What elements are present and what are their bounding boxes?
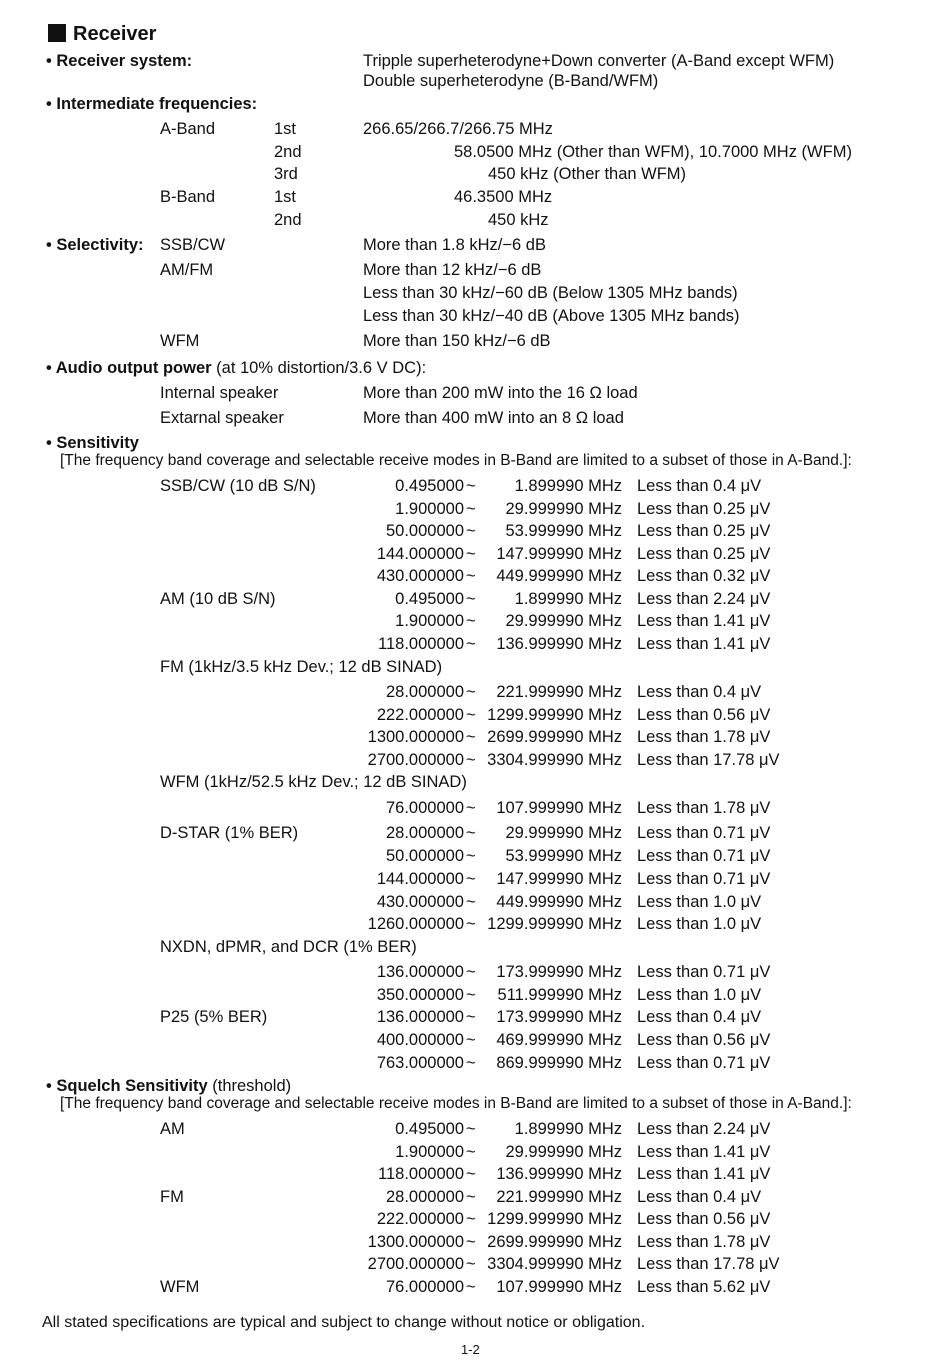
audio-output-label	[46, 360, 426, 377]
sensitivity-range-end: 511.999990 MHz	[497, 986, 622, 1004]
sensitivity-range-separator: ~	[466, 612, 476, 630]
squelch-range-separator: ~	[466, 1188, 476, 1206]
sensitivity-range-end: 1.899990 MHz	[514, 590, 622, 608]
if-band-label: B-Band	[160, 188, 216, 206]
if-stage-label: 1st	[274, 120, 297, 138]
selectivity-value: Less than 30 kHz/−40 dB (Above 1305 MHz bands)	[363, 307, 740, 325]
squelch-note: [The frequency band coverage and selectable receive modes in B-Band are limited to a subset of those in A-Band.]:	[60, 1095, 852, 1112]
squelch-label	[46, 1078, 291, 1095]
sensitivity-range-separator: ~	[466, 824, 476, 842]
sensitivity-range-start: 50.000000	[386, 522, 464, 540]
squelch-range-start: 222.000000	[376, 1210, 464, 1228]
squelch-range-start: 1300.000000	[367, 1233, 464, 1251]
intermediate-frequencies-label: • Intermediate frequencies:	[46, 95, 258, 113]
selectivity-value: More than 12 kHz/−6 dB	[363, 261, 542, 279]
if-value: 58.0500 MHz (Other than WFM), 10.7000 MHz (WFM)	[454, 143, 852, 161]
sensitivity-range-separator: ~	[466, 590, 476, 608]
selectivity-mode: AM/FM	[160, 261, 214, 279]
squelch-value: Less than 0.56 μV	[637, 1210, 771, 1228]
sensitivity-range-separator: ~	[466, 635, 476, 653]
sensitivity-range-start: 1300.000000	[367, 728, 464, 746]
sensitivity-value: Less than 0.25 μV	[637, 500, 771, 518]
selectivity-value: Less than 30 kHz/−60 dB (Below 1305 MHz bands)	[363, 284, 738, 302]
audio-output-value: More than 400 mW into an 8 Ω load	[363, 409, 624, 427]
if-value: 46.3500 MHz	[454, 188, 553, 206]
sensitivity-range-start: 1.900000	[395, 500, 464, 518]
sensitivity-range-end: 107.999990 MHz	[496, 799, 622, 817]
squelch-range-end: 1.899990 MHz	[514, 1120, 622, 1138]
sensitivity-mode-heading: FM (1kHz/3.5 kHz Dev.; 12 dB SINAD)	[160, 658, 443, 676]
squelch-range-start: 28.000000	[386, 1188, 464, 1206]
squelch-value: Less than 2.24 μV	[637, 1120, 771, 1138]
sensitivity-range-end: 869.999990 MHz	[496, 1054, 622, 1072]
sensitivity-range-separator: ~	[466, 706, 476, 724]
if-stage-label: 1st	[274, 188, 297, 206]
sensitivity-value: Less than 0.32 μV	[637, 567, 771, 585]
receiver-system-label: • Receiver system:	[46, 52, 193, 70]
sensitivity-range-end: 1299.999990 MHz	[487, 915, 622, 933]
squelch-mode: AM	[160, 1120, 185, 1138]
sensitivity-range-start: 1260.000000	[367, 915, 464, 933]
sensitivity-range-end: 173.999990 MHz	[496, 1008, 622, 1026]
squelch-range-separator: ~	[466, 1255, 476, 1273]
sensitivity-value: Less than 0.56 μV	[637, 1031, 771, 1049]
sensitivity-note: [The frequency band coverage and selectable receive modes in B-Band are limited to a subset of those in A-Band.]:	[60, 452, 852, 469]
sensitivity-value: Less than 2.24 μV	[637, 590, 771, 608]
sensitivity-value: Less than 1.0 μV	[637, 986, 762, 1004]
sensitivity-value: Less than 0.71 μV	[637, 963, 771, 981]
sensitivity-range-start: 0.495000	[395, 477, 464, 495]
sensitivity-range-start: 28.000000	[386, 824, 464, 842]
squelch-value: Less than 1.41 μV	[637, 1165, 771, 1183]
squelch-mode: WFM	[160, 1278, 200, 1296]
section-title: Receiver	[73, 23, 157, 45]
sensitivity-mode: D-STAR (1% BER)	[160, 824, 299, 842]
section-marker-square	[48, 24, 66, 42]
sensitivity-range-start: 144.000000	[376, 545, 464, 563]
if-stage-label: 2nd	[274, 143, 302, 161]
squelch-range-separator: ~	[466, 1165, 476, 1183]
sensitivity-value: Less than 0.71 μV	[637, 1054, 771, 1072]
sensitivity-range-end: 221.999990 MHz	[496, 683, 622, 701]
sensitivity-range-separator: ~	[466, 915, 476, 933]
sensitivity-range-separator: ~	[466, 847, 476, 865]
sensitivity-range-start: 2700.000000	[367, 751, 464, 769]
sensitivity-value: Less than 0.56 μV	[637, 706, 771, 724]
squelch-range-start: 0.495000	[395, 1120, 464, 1138]
sensitivity-value: Less than 1.41 μV	[637, 635, 771, 653]
sensitivity-range-start: 222.000000	[376, 706, 464, 724]
sensitivity-range-end: 3304.999990 MHz	[487, 751, 622, 769]
sensitivity-range-end: 173.999990 MHz	[496, 963, 622, 981]
sensitivity-range-start: 136.000000	[376, 1008, 464, 1026]
sensitivity-range-start: 50.000000	[386, 847, 464, 865]
squelch-range-end: 136.999990 MHz	[496, 1165, 622, 1183]
squelch-range-start: 118.000000	[378, 1165, 464, 1183]
sensitivity-mode: SSB/CW (10 dB S/N)	[160, 477, 316, 495]
sensitivity-range-end: 53.999990 MHz	[505, 522, 622, 540]
if-value: 450 kHz	[488, 211, 549, 229]
sensitivity-value: Less than 0.25 μV	[637, 522, 771, 540]
sensitivity-range-separator: ~	[466, 728, 476, 746]
sensitivity-range-end: 1299.999990 MHz	[487, 706, 622, 724]
squelch-range-end: 3304.999990 MHz	[487, 1255, 622, 1273]
sensitivity-range-separator: ~	[466, 870, 476, 888]
sensitivity-range-start: 76.000000	[386, 799, 464, 817]
sensitivity-range-end: 136.999990 MHz	[496, 635, 622, 653]
squelch-value: Less than 5.62 μV	[637, 1278, 771, 1296]
sensitivity-range-start: 136.000000	[376, 963, 464, 981]
sensitivity-range-separator: ~	[466, 963, 476, 981]
if-value: 266.65/266.7/266.75 MHz	[363, 120, 553, 138]
squelch-value: Less than 17.78 μV	[637, 1255, 780, 1273]
sensitivity-mode-heading: NXDN, dPMR, and DCR (1% BER)	[160, 938, 417, 956]
squelch-range-separator: ~	[466, 1233, 476, 1251]
squelch-value: Less than 0.4 μV	[637, 1188, 762, 1206]
if-stage-label: 3rd	[274, 165, 298, 183]
if-band-label: A-Band	[160, 120, 216, 138]
squelch-range-start: 76.000000	[386, 1278, 464, 1296]
page-number: 1-2	[461, 1342, 480, 1357]
squelch-mode: FM	[160, 1188, 184, 1206]
sensitivity-value: Less than 17.78 μV	[637, 751, 780, 769]
audio-output-item: Extarnal speaker	[160, 409, 284, 427]
sensitivity-mode: AM (10 dB S/N)	[160, 590, 276, 608]
sensitivity-value: Less than 1.0 μV	[637, 915, 762, 933]
footer-note: All stated specifications are typical and subject to change without notice or obligation.	[42, 1314, 646, 1331]
squelch-range-separator: ~	[466, 1143, 476, 1161]
sensitivity-range-end: 53.999990 MHz	[505, 847, 622, 865]
receiver-system-line: Double superheterodyne (B-Band/WFM)	[363, 72, 659, 90]
sensitivity-range-start: 144.000000	[376, 870, 464, 888]
sensitivity-label: • Sensitivity	[46, 434, 139, 452]
squelch-range-end: 1299.999990 MHz	[487, 1210, 622, 1228]
audio-output-label-condition: (at 10% distortion/3.6 V DC):	[211, 359, 427, 377]
sensitivity-value: Less than 0.4 μV	[637, 1008, 762, 1026]
squelch-range-separator: ~	[466, 1278, 476, 1296]
sensitivity-range-start: 28.000000	[386, 683, 464, 701]
sensitivity-range-start: 430.000000	[376, 567, 464, 585]
sensitivity-range-end: 29.999990 MHz	[505, 500, 622, 518]
sensitivity-range-end: 449.999990 MHz	[496, 893, 622, 911]
squelch-range-end: 29.999990 MHz	[505, 1143, 622, 1161]
sensitivity-range-separator: ~	[466, 799, 476, 817]
squelch-range-separator: ~	[466, 1120, 476, 1138]
selectivity-mode: SSB/CW	[160, 236, 226, 254]
sensitivity-range-separator: ~	[466, 751, 476, 769]
sensitivity-range-start: 430.000000	[376, 893, 464, 911]
sensitivity-range-end: 147.999990 MHz	[496, 545, 622, 563]
audio-output-value: More than 200 mW into the 16 Ω load	[363, 384, 638, 402]
squelch-value: Less than 1.41 μV	[637, 1143, 771, 1161]
sensitivity-range-separator: ~	[466, 1031, 476, 1049]
sensitivity-range-separator: ~	[466, 545, 476, 563]
squelch-range-start: 2700.000000	[367, 1255, 464, 1273]
if-stage-label: 2nd	[274, 211, 302, 229]
sensitivity-range-end: 469.999990 MHz	[496, 1031, 622, 1049]
audio-output-item: Internal speaker	[160, 384, 279, 402]
squelch-range-end: 2699.999990 MHz	[487, 1233, 622, 1251]
squelch-value: Less than 1.78 μV	[637, 1233, 771, 1251]
selectivity-value: More than 150 kHz/−6 dB	[363, 332, 551, 350]
sensitivity-value: Less than 0.71 μV	[637, 847, 771, 865]
sensitivity-value: Less than 0.4 μV	[637, 477, 762, 495]
sensitivity-mode: P25 (5% BER)	[160, 1008, 268, 1026]
squelch-range-start: 1.900000	[395, 1143, 464, 1161]
receiver-system-line: Tripple superheterodyne+Down converter (A-Band except WFM)	[363, 52, 835, 70]
sensitivity-range-end: 2699.999990 MHz	[487, 728, 622, 746]
sensitivity-range-end: 29.999990 MHz	[505, 824, 622, 842]
selectivity-value: More than 1.8 kHz/−6 dB	[363, 236, 546, 254]
sensitivity-range-start: 118.000000	[378, 635, 464, 653]
sensitivity-value: Less than 1.78 μV	[637, 728, 771, 746]
selectivity-label: • Selectivity:	[46, 236, 144, 254]
sensitivity-range-start: 1.900000	[395, 612, 464, 630]
sensitivity-range-separator: ~	[466, 1054, 476, 1072]
sensitivity-range-start: 763.000000	[376, 1054, 464, 1072]
sensitivity-range-separator: ~	[466, 500, 476, 518]
sensitivity-range-end: 147.999990 MHz	[496, 870, 622, 888]
squelch-range-end: 221.999990 MHz	[496, 1188, 622, 1206]
sensitivity-range-separator: ~	[466, 986, 476, 1004]
sensitivity-range-separator: ~	[466, 567, 476, 585]
sensitivity-range-separator: ~	[466, 1008, 476, 1026]
if-value: 450 kHz (Other than WFM)	[488, 165, 687, 183]
sensitivity-range-start: 0.495000	[395, 590, 464, 608]
sensitivity-value: Less than 0.71 μV	[637, 870, 771, 888]
sensitivity-range-start: 350.000000	[376, 986, 464, 1004]
selectivity-mode: WFM	[160, 332, 200, 350]
sensitivity-range-end: 1.899990 MHz	[514, 477, 622, 495]
sensitivity-range-separator: ~	[466, 683, 476, 701]
sensitivity-value: Less than 0.71 μV	[637, 824, 771, 842]
sensitivity-range-separator: ~	[466, 522, 476, 540]
sensitivity-value: Less than 1.0 μV	[637, 893, 762, 911]
sensitivity-value: Less than 0.25 μV	[637, 545, 771, 563]
squelch-label-condition: (threshold)	[207, 1077, 292, 1095]
sensitivity-value: Less than 0.4 μV	[637, 683, 762, 701]
sensitivity-mode-heading: WFM (1kHz/52.5 kHz Dev.; 12 dB SINAD)	[160, 773, 467, 791]
sensitivity-value: Less than 1.78 μV	[637, 799, 771, 817]
sensitivity-range-separator: ~	[466, 477, 476, 495]
sensitivity-range-start: 400.000000	[376, 1031, 464, 1049]
audio-output-label-bold: • Audio output power	[46, 359, 212, 377]
sensitivity-range-end: 29.999990 MHz	[505, 612, 622, 630]
squelch-label-bold: • Squelch Sensitivity	[46, 1077, 208, 1095]
squelch-range-separator: ~	[466, 1210, 476, 1228]
squelch-range-end: 107.999990 MHz	[496, 1278, 622, 1296]
sensitivity-value: Less than 1.41 μV	[637, 612, 771, 630]
sensitivity-range-separator: ~	[466, 893, 476, 911]
sensitivity-range-end: 449.999990 MHz	[496, 567, 622, 585]
